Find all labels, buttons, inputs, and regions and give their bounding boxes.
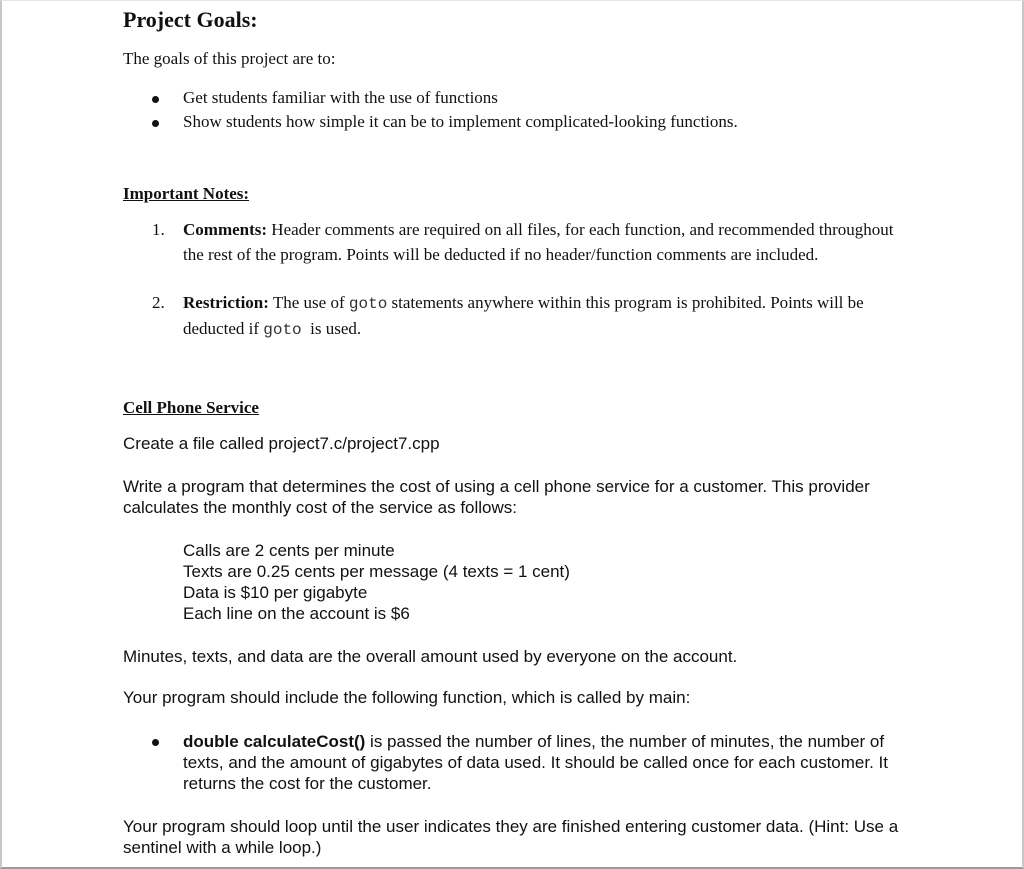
note-restriction — [183, 291, 913, 342]
function-details: is passed the number of lines, the number of minutes, the number of texts, and the amount of gigabytes of data used. It should be called once for each customer. It returns the cost for the customer. — [183, 732, 888, 793]
goal-item-1: Get students familiar with the use of functions — [183, 88, 498, 107]
note-restriction-text-after: is used. — [310, 318, 362, 338]
project-goals-intro: The goals of this project are to: — [123, 49, 336, 68]
rates-list — [183, 540, 570, 624]
note-number-1: 1. — [152, 220, 165, 239]
rate-data: Data is $10 per gigabyte — [183, 583, 368, 602]
function-intro: Your program should include the following function, which is called by main: — [123, 688, 691, 707]
goto-code: goto — [348, 295, 388, 313]
cell-phone-heading: Cell Phone Service — [123, 398, 259, 417]
rate-lines: Each line on the account is $6 — [183, 604, 410, 623]
note-restriction-label: Restriction: — [183, 293, 269, 312]
note-comments — [183, 218, 913, 267]
bullet-icon — [152, 120, 159, 127]
project-goals-heading: Project Goals: — [123, 7, 258, 32]
rate-calls: Calls are 2 cents per minute — [183, 541, 395, 560]
overall-note: Minutes, texts, and data are the overall amount used by everyone on the account. — [123, 647, 738, 666]
bullet-icon — [152, 96, 159, 103]
note-comments-text: Header comments are required on all files, for each function, and recommended throughout the rest of the program. Points will be deducted if no header/function comments are included. — [183, 220, 894, 264]
function-signature: double calculateCost() — [183, 732, 366, 751]
program-description: Write a program that determines the cost of using a cell phone service for a customer. This provider calculates the monthly cost of the service as follows: — [123, 477, 870, 517]
goto-code-2: goto — [263, 320, 302, 339]
loop-note: Your program should loop until the user indicates they are finished entering customer data. (Hint: Use a sentinel with a while loop.) — [123, 817, 899, 857]
function-description — [183, 731, 913, 794]
note-restriction-text-middle: statements anywhere within this program is prohibited. Points will be deducted if — [183, 293, 864, 338]
goal-item-2: Show students how simple it can be to implement complicated-looking functions. — [183, 112, 738, 131]
important-notes-heading: Important Notes: — [123, 184, 250, 203]
note-number-2: 2. — [152, 293, 165, 312]
note-comments-label: Comments: — [183, 220, 268, 239]
create-file-text: Create a file called project7.c/project7.cpp — [123, 434, 440, 453]
bullet-icon — [152, 739, 159, 746]
note-restriction-text-before: The use of — [272, 293, 345, 312]
rate-texts: Texts are 0.25 cents per message (4 texts = 1 cent) — [183, 562, 570, 581]
